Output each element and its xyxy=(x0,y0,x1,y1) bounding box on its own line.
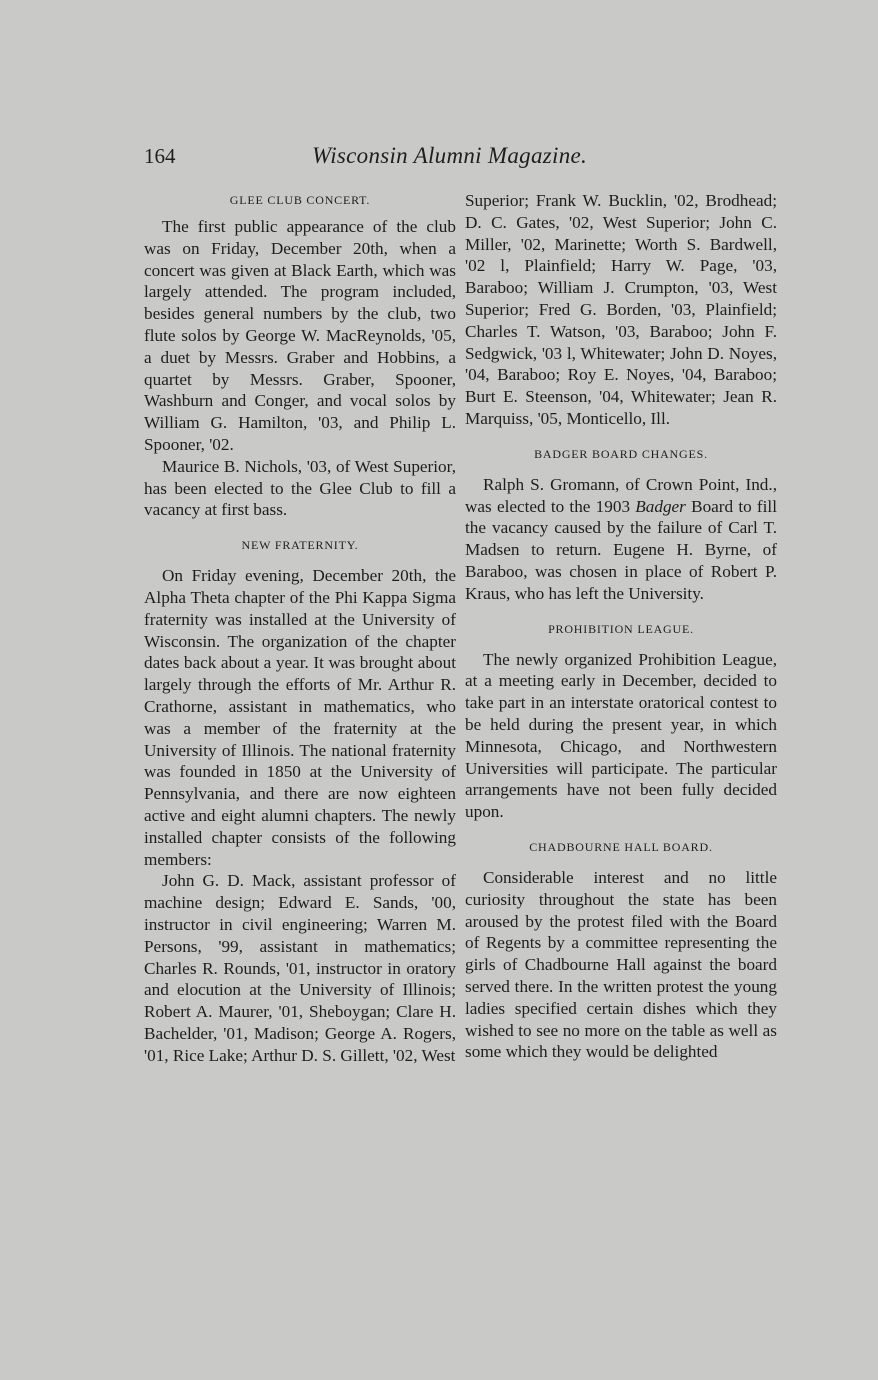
members-continued: Superior; Frank W. Bucklin, '02, Brodhead; D. C. Gates, '02, West Superior; John C. Miller, '02, Marinette; Worth S. Bardwell, '02 l, Plainfield; Harry W. Page, '03, Baraboo; William J. Crumpton, '03, West Superior; Fred G. Borden, '03, Plainfield; Charles T. Watson, '03, Baraboo; John F. Sedgwick, '03 l, Whitewater; John D. Noyes, '04, Baraboo; Roy E. Noyes, '04, Baraboo; Burt E. Steenson, '04, Whitewater; Jean R. Marquiss, '05, Monticello, Ill. xyxy=(465,191,777,428)
prohibition-league-heading: PROHIBITION LEAGUE. xyxy=(548,621,694,636)
new-fraternity-paragraph-1: On Friday evening, December 20th, the Alpha Theta chapter of the Phi Kappa Sigma fraternity was installed at the University of Wisconsin. The organization of the chapter dates back about a year. It was brought about largely through the efforts of Mr. Arthur R. Crathorne, assistant in mathematics, who was a member of the fraternity at the University of Illinois. The national fraternity was founded in 1850 at the University of Pennsylvania, and there are now eighteen active and eight alumni chapters. The newly installed chapter consists of the following members: xyxy=(144,566,456,869)
chadbourne-hall-heading: CHADBOURNE HALL BOARD. xyxy=(529,839,713,854)
prohibition-league-paragraph: The newly organized Prohibition League, at a meeting early in December, decided to take part in an interstate oratorical contest to be held during the present year, in which Minnesota, Chicago, and Northwestern Universities will participate. The particular arrangements have not been fully decided upon. xyxy=(465,649,777,822)
left-column xyxy=(144,190,456,1066)
badger-board-paragraph xyxy=(465,474,777,605)
new-fraternity-heading: NEW FRATERNITY. xyxy=(241,538,359,553)
badger-text-before: Ralph S. Gromann, of Crown Point, Ind., was elected to the 1903 xyxy=(465,474,777,516)
badger-text-after: Board to fill the vacancy caused by the failure of Carl T. Madsen to return. Eugene H. Byrne, of Baraboo, was chosen in place of Robert P. Kraus, who has left the University. xyxy=(465,496,777,603)
chadbourne-hall-paragraph: Considerable interest and no little curiosity throughout the state has been aroused by the protest filed with the Board of Regents by a committee representing the girls of Chadbourne Hall against the board served there. In the written protest the young ladies specified certain dishes which they wished to see no more on the table as well as some which they would be delighted xyxy=(465,867,777,1062)
badger-board-heading: BADGER BOARD CHANGES. xyxy=(534,446,708,461)
page-number: 164 xyxy=(144,144,176,168)
running-head xyxy=(144,144,614,178)
magazine-title: Wisconsin Alumni Magazine. xyxy=(312,143,588,168)
right-column xyxy=(465,190,777,1063)
glee-club-paragraph-2: Maurice B. Nichols, '03, of West Superior, has been elected to the Glee Club to fill a vacancy at first bass. xyxy=(144,456,456,520)
badger-italic-title: Badger xyxy=(635,496,686,516)
glee-club-paragraph-1: The first public appearance of the club was on Friday, December 20th, when a concert was given at Black Earth, which was largely attended. The program included, besides general numbers by the club, two flute solos by George W. MacReynolds, '05, a duet by Messrs. Graber and Hobbins, a quartet by Messrs. Graber, Spooner, Washburn and Conger, and vocal solos by William G. Hamilton, '03, and Philip L. Spooner, '02. xyxy=(144,217,456,454)
glee-club-heading: GLEE CLUB CONCERT. xyxy=(229,193,371,207)
new-fraternity-paragraph-2: John G. D. Mack, assistant professor of machine design; Edward E. Sands, '00, instructor in civil engineering; Warren M. Persons, '99, assistant in mathematics; Charles R. Rounds, '01, instructor in oratory and elocution at the University of Illinois; Robert A. Maurer, '01, Sheboygan; Clare H. Bachelder, '01, Madison; George A. Rogers, '01, Rice Lake; Arthur D. S. Gillett, '02, West xyxy=(144,871,456,1065)
